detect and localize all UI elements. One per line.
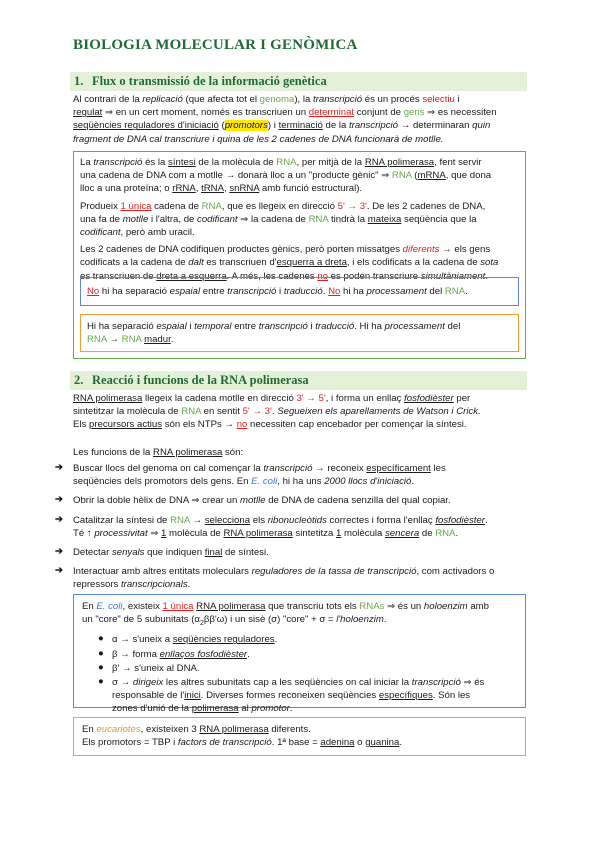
document-title: BIOLOGIA MOLECULAR I GENÒMICA	[73, 37, 358, 53]
list-item: ● α → s'uneix a seqüències reguladores.	[98, 633, 278, 646]
list-item: ● σ → dirigeix les altres subunitats cap a les seqüències on cal iniciar la transcripció ⇒ és responsable de l'inici. Diverses formes reconeixen seqüències específiques. Són les zones d'unió de la polimerasa al promotor.	[98, 675, 485, 715]
list-item: ➔ Obrir la doble hèlix de DNA ⇒ crear un motlle de DNA de cadena senzilla del qual copiar.	[55, 494, 451, 507]
rna-polymerase-intro: RNA polimerasa llegeix la cadena motlle en direcció 3' → 5', i forma un enllaç fosfodièster per sintetitzar la molècula de RNA en sentit 5' → 3'. Segueixen els aparellaments de Watson i Crick. Els precursors actius són els NTPs → no necessiten cap encebador per començar la síntesi.	[73, 393, 481, 431]
prokaryote-note-box: No hi ha separació espaial entre transcripció i traducció. No hi ha processament del RNA.	[80, 277, 519, 306]
highlight-promotors: promotors	[224, 120, 268, 132]
list-item: ➔ Detectar senyals que indiquen final de síntesi.	[55, 546, 269, 559]
list-item: ● β → forma enllaços fosfodièster.	[98, 647, 250, 660]
eukaryote-note-box: Hi ha separació espaial i temporal entre transcripció i traducció. Hi ha processament del RNA → RNA madur.	[80, 314, 519, 352]
list-item: ➔ Catalitzar la síntesi de RNA → selecciona els ribonucleòtids correctes i forma l'enllaç fosfodièster. Té ↑ processivitat ⇒ 1 molècula de RNA polimerasa sintetitza 1 molècula sencera de RNA.	[55, 513, 488, 539]
list-item: ● β' → s'uneix al DNA.	[98, 661, 200, 674]
list-item: ➔ Buscar llocs del genoma on cal començar la transcripció → reconeix específicament les seqüències dels promotors dels gens. En E. coli, hi ha uns 2000 llocs d'iniciació.	[55, 462, 446, 488]
transcription-summary-box: La transcripció és la síntesi de la molècula de RNA, per mitjà de la RNA polimerasa, fent servir una cadena de DNA com a motlle → donarà lloc a un "producte gènic" ⇒ RNA (mRNA, que dona lloc a una proteïna; o rRNA, tRNA, snRNA amb funció estructural). Produeix 1 única cadena de RNA, que es llegeix en direcció 5' → 3'. De les 2 cadenes de DNA, una fa de motlle i l'altra, de codificant ⇒ la cadena de RNA tindrà la mateixa seqüència que la codificant, però amb uracil. Les 2 cadenes de DNA codifiquen productes gènics, però porten missatges diferents → els gens codificats a la cadena de dalt es transcriuen d'esquerra a dreta, i els codificats a la cadena de sota es transcriuen de dreta a esquerra. A més, les cadenes no es poden transcriure simultàniament. No hi ha separació espaial entre transcripció i traducció. No hi ha processament del RNA. Hi ha separació espaial i temporal entre transcripció i traducció. Hi ha processament del RNA → RNA madur.	[73, 151, 526, 359]
section-2-heading: 2. Reacció i funcions de la RNA polimerasa	[70, 371, 527, 390]
intro-paragraph: Al contrari de la replicació (que afecta tot el genoma), la transcripció és un procés selectiu i regulat ⇒ en un cert moment, només es transcriuen un determinat conjunt de gens ⇒ es necessiten seqüències reguladores d'iniciació (promotors) i terminació de la transcripció → determinaran quin fragment de DNA cal transcriure i quina de les 2 cadenes de DNA funcionarà de motlle.	[73, 94, 497, 145]
functions-list	[55, 462, 526, 596]
section-1-heading: 1. Flux o transmissió de la informació genètica	[70, 72, 527, 91]
functions-intro: Les funcions de la RNA polimerasa són:	[73, 447, 244, 458]
eukaryote-polymerase-box: En eucariotes, existeixen 3 RNA polimerasa diferents. Els promotors = TBP i factors de transcripció. 1ª base = adenina o guanina.	[73, 717, 526, 756]
list-item: ➔ Interactuar amb altres entitats moleculars reguladores de la tassa de transcripció, com activadors o repressors transcripcionals.	[55, 565, 495, 591]
ecoli-polymerase-box: En E. coli, existeix 1 única RNA polimerasa que transcriu tots els RNAs ⇒ és un holoenzim amb un "core" de 5 subunitats $(\alpha_2\beta\beta'\omega)$ i un sisè (σ) "core" + σ = l'holoenzim. ● α → s'uneix a seqüències reguladores. ● β → forma enllaços fosfodièster. ● β' → s'uneix al DNA. ● σ → dirigeix les altres subunitats cap a les seqüències on cal iniciar la transcripció ⇒ és responsable de l'inici. Diverses formes reconeixen seqüències específiques. Són les zones d'unió de la polimerasa al promotor.	[73, 594, 526, 708]
